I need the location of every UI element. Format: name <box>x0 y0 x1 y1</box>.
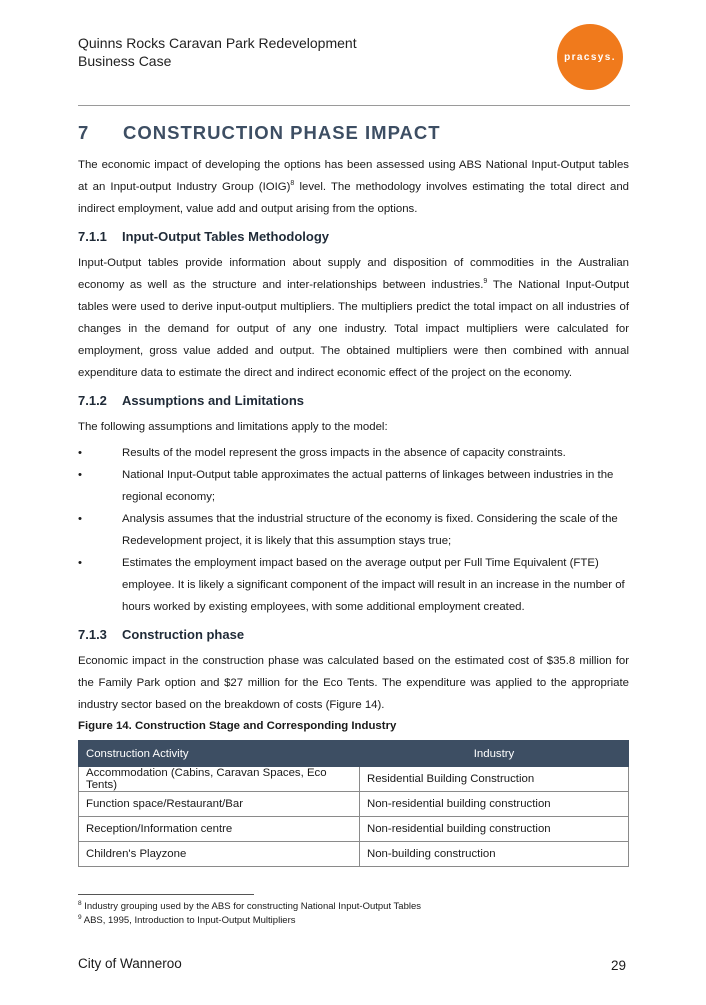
footnote-9 <box>78 914 421 928</box>
list-item-text: Analysis assumes that the industrial structure of the economy is fixed. Considering the scale of the Redevelopment project, it is likely that this assumption stays true; <box>122 513 618 547</box>
assumptions-list <box>78 442 629 618</box>
header-subtitle: Business Case <box>78 53 172 69</box>
footnote-ref-9[interactable]: 9 <box>483 278 488 286</box>
footnote-number: 8 <box>78 899 82 907</box>
bullet-icon: • <box>78 447 82 459</box>
subsection-title: Input-Output Tables Methodology <box>122 229 330 244</box>
header-title: Quinns Rocks Caravan Park Redevelopment <box>78 35 357 51</box>
table-cell: Children's Playzone <box>79 842 360 867</box>
footnote-number: 9 <box>78 913 82 921</box>
construction-paragraph: Economic impact in the construction phase was calculated based on the estimated cost of $35.8 million for the Family Park option and $27 million for the Eco Tents. The expenditure was applied to the appropriate industry sector based on the breakdown of costs (Figure 14). <box>78 655 629 711</box>
table-row <box>79 792 629 817</box>
intro-text-2: level. The methodology involves estimating the total direct and indirect employment, value add and output arising from the options. <box>78 181 629 215</box>
list-item-text: National Input-Output table approximates the actual patterns of linkages between industries in the regional economy; <box>122 469 614 503</box>
subsection-title: Construction phase <box>122 627 245 642</box>
section-heading <box>78 122 629 144</box>
table-cell: Accommodation (Cabins, Caravan Spaces, Eco Tents) <box>79 767 360 792</box>
list-item <box>78 442 629 464</box>
table-cell: Non-residential building construction <box>360 792 629 817</box>
list-item-text: Estimates the employment impact based on the average output per Full Time Equivalent (FTE) employee. It is likely a significant component of the impact will result in an increase in the number of hours worked by existing employees, with some additional employment created. <box>122 557 625 613</box>
logo-text: pracsys. <box>564 51 616 63</box>
pracsys-logo <box>557 24 623 90</box>
methodology-text-1: Input-Output tables provide information about supply and disposition of commodities in the Australian economy as well as the structure and inter-relationships between industries. <box>78 257 629 291</box>
list-item <box>78 464 629 508</box>
figure-caption: Figure 14. Construction Stage and Corresponding Industry <box>78 720 397 732</box>
table-row <box>79 842 629 867</box>
footnote-ref-8[interactable]: 8 <box>290 180 295 188</box>
table-row <box>79 817 629 842</box>
footnote-divider <box>78 894 254 895</box>
subsection-title: Assumptions and Limitations <box>122 393 305 408</box>
subsection-712-heading <box>78 390 629 412</box>
assumptions-lead: The following assumptions and limitations apply to the model: <box>78 421 388 433</box>
page-content <box>78 122 629 867</box>
table-cell: Reception/Information centre <box>79 817 360 842</box>
intro-text-1: The economic impact of developing the options has been assessed using ABS National Input-Output tables at an Input-output Industry Group (IOIG) <box>78 159 629 193</box>
footnote-text: ABS, 1995, Introduction to Input-Output Multipliers <box>81 915 296 926</box>
subsection-number: 7.1.1 <box>78 229 107 244</box>
table-cell: Non-residential building construction <box>360 817 629 842</box>
footnotes <box>78 900 421 928</box>
table-row <box>79 767 629 792</box>
table-cell: Function space/Restaurant/Bar <box>79 792 360 817</box>
bullet-icon: • <box>78 513 82 525</box>
footnote-text: Industry grouping used by the ABS for constructing National Input-Output Tables <box>81 901 422 912</box>
subsection-713-heading <box>78 624 629 646</box>
document-header <box>78 34 357 70</box>
table-cell: Residential Building Construction <box>360 767 629 792</box>
column-header-activity: Construction Activity <box>79 741 360 767</box>
footnote-8 <box>78 900 421 914</box>
list-item-text: Results of the model represent the gross impacts in the absence of capacity constraints. <box>122 447 566 459</box>
footer-organisation: City of Wanneroo <box>78 956 182 971</box>
list-item <box>78 552 629 618</box>
section-title: CONSTRUCTION PHASE IMPACT <box>123 122 441 143</box>
section-number: 7 <box>78 122 90 143</box>
column-header-industry: Industry <box>360 741 629 767</box>
methodology-paragraph <box>78 252 629 384</box>
page-number: 29 <box>611 958 627 973</box>
table-header-row <box>79 741 629 767</box>
intro-paragraph <box>78 154 629 220</box>
subsection-711-heading <box>78 226 629 248</box>
construction-industry-table <box>78 740 629 867</box>
bullet-icon: • <box>78 557 82 569</box>
methodology-text-2: The National Input-Output tables were used to derive input-output multipliers. The multipliers predict the total impact on all industries of changes in the demand for output of any one industry. Total impact multipliers were calculated for employment, gross value added and output. The obtained multipliers were then combined with annual expenditure data to estimate the direct and indirect economic effect of the project on the economy. <box>78 279 630 379</box>
list-item <box>78 508 629 552</box>
header-divider <box>78 105 630 106</box>
subsection-number: 7.1.3 <box>78 627 107 642</box>
table-cell: Non-building construction <box>360 842 629 867</box>
bullet-icon: • <box>78 469 82 481</box>
subsection-number: 7.1.2 <box>78 393 107 408</box>
